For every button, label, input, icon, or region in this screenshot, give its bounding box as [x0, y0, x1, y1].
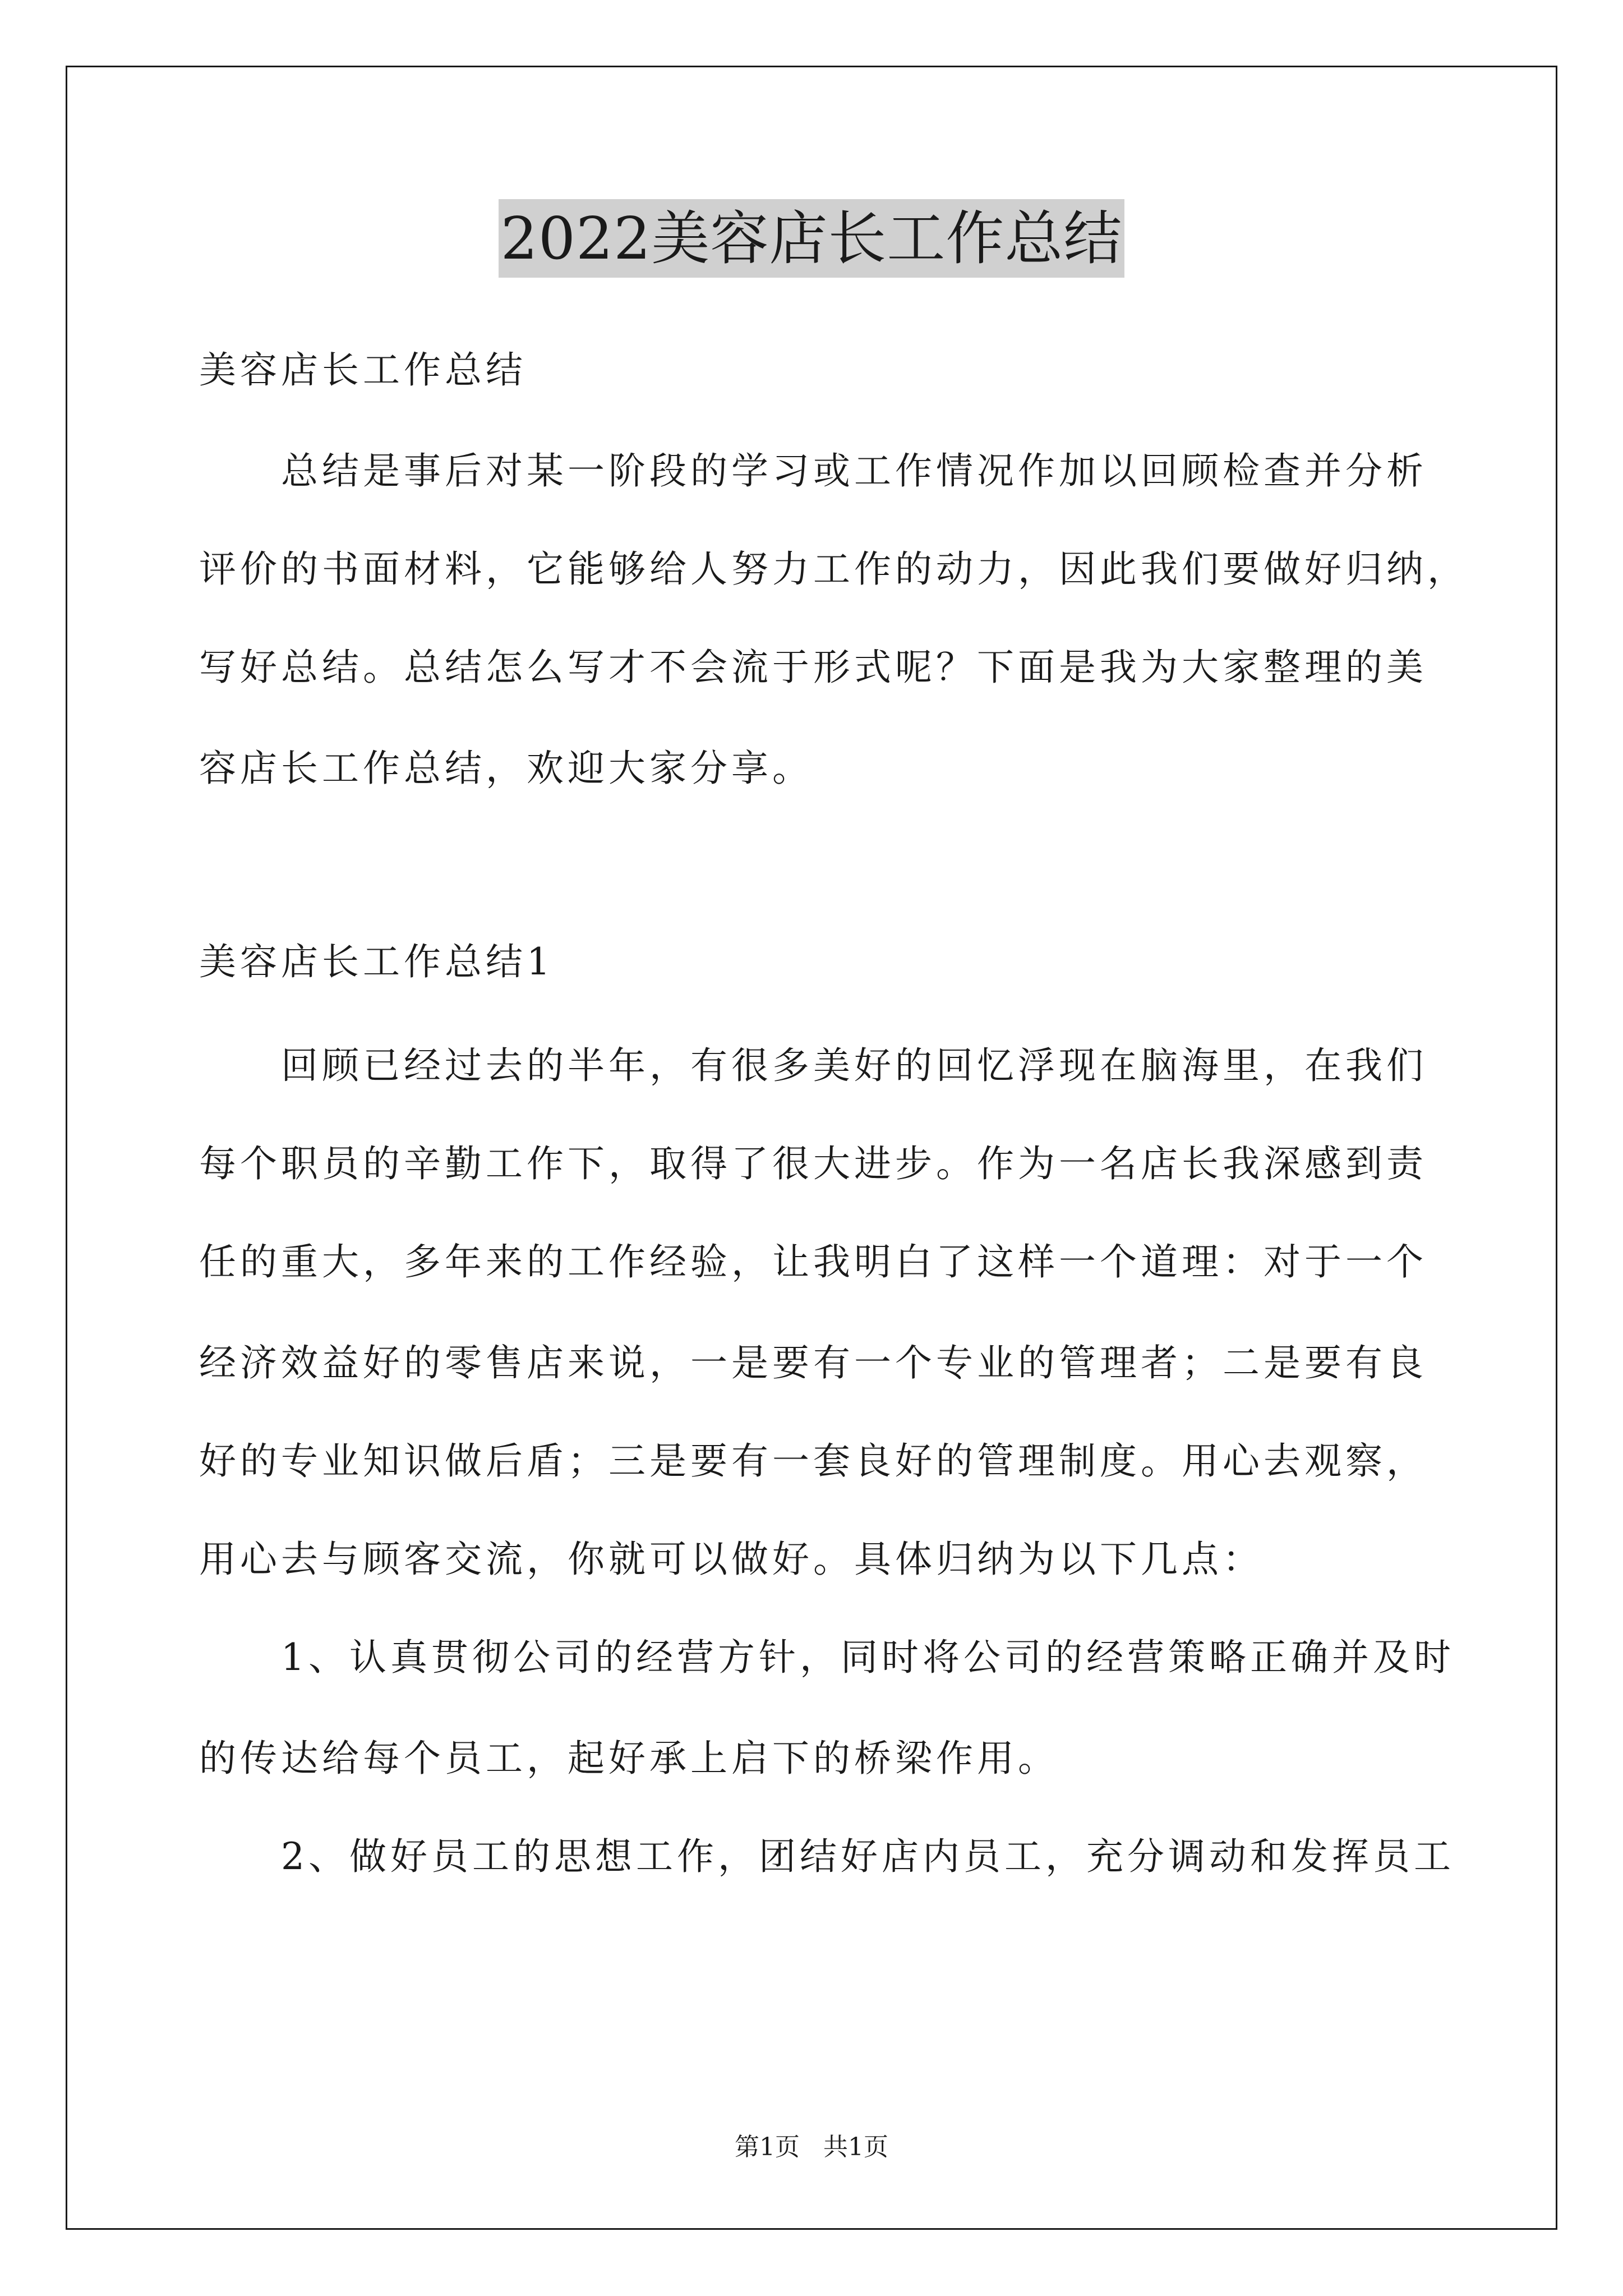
paragraph-line: 的传达给每个员工，起好承上启下的桥梁作用。	[199, 1737, 1059, 1780]
paragraph-line: 2、做好员工的思想工作，团结好店内员工，充分调动和发挥员工	[199, 1835, 1455, 1878]
paragraph-line: 总结是事后对某一阶段的学习或工作情况作加以回顾检查并分析	[199, 449, 1427, 493]
paragraph-line: 任的重大，多年来的工作经验，让我明白了这样一个道理：对于一个	[199, 1240, 1427, 1283]
paragraph-line: 容店长工作总结，欢迎大家分享。	[199, 747, 813, 790]
paragraph-line: 回顾已经过去的半年，有很多美好的回忆浮现在脑海里，在我们	[199, 1044, 1427, 1087]
page-footer: 第1页 共1页	[735, 2133, 888, 2161]
paragraph-line: 每个职员的辛勤工作下，取得了很大进步。作为一名店长我深感到责	[199, 1142, 1427, 1185]
paragraph-line: 经济效益好的零售店来说，一是要有一个专业的管理者；二是要有良	[199, 1341, 1427, 1384]
paragraph-line: 评价的书面材料，它能够给人努力工作的动力，因此我们要做好归纳，	[199, 547, 1468, 591]
paragraph-line: 1、认真贯彻公司的经营方针，同时将公司的经营策略正确并及时	[199, 1636, 1455, 1679]
paragraph-line: 用心去与顾客交流，你就可以做好。具体归纳为以下几点：	[199, 1538, 1264, 1581]
subheading: 美容店长工作总结	[199, 348, 527, 392]
paragraph-line: 好的专业知识做后盾；三是要有一套良好的管理制度。用心去观察，	[199, 1439, 1427, 1483]
paragraph-line: 写好总结。总结怎么写才不会流于形式呢？下面是我为大家整理的美	[199, 646, 1427, 689]
document-title: 2022美容店长工作总结	[499, 199, 1125, 278]
section-heading: 美容店长工作总结1	[199, 940, 554, 983]
title-wrap	[0, 199, 1623, 278]
